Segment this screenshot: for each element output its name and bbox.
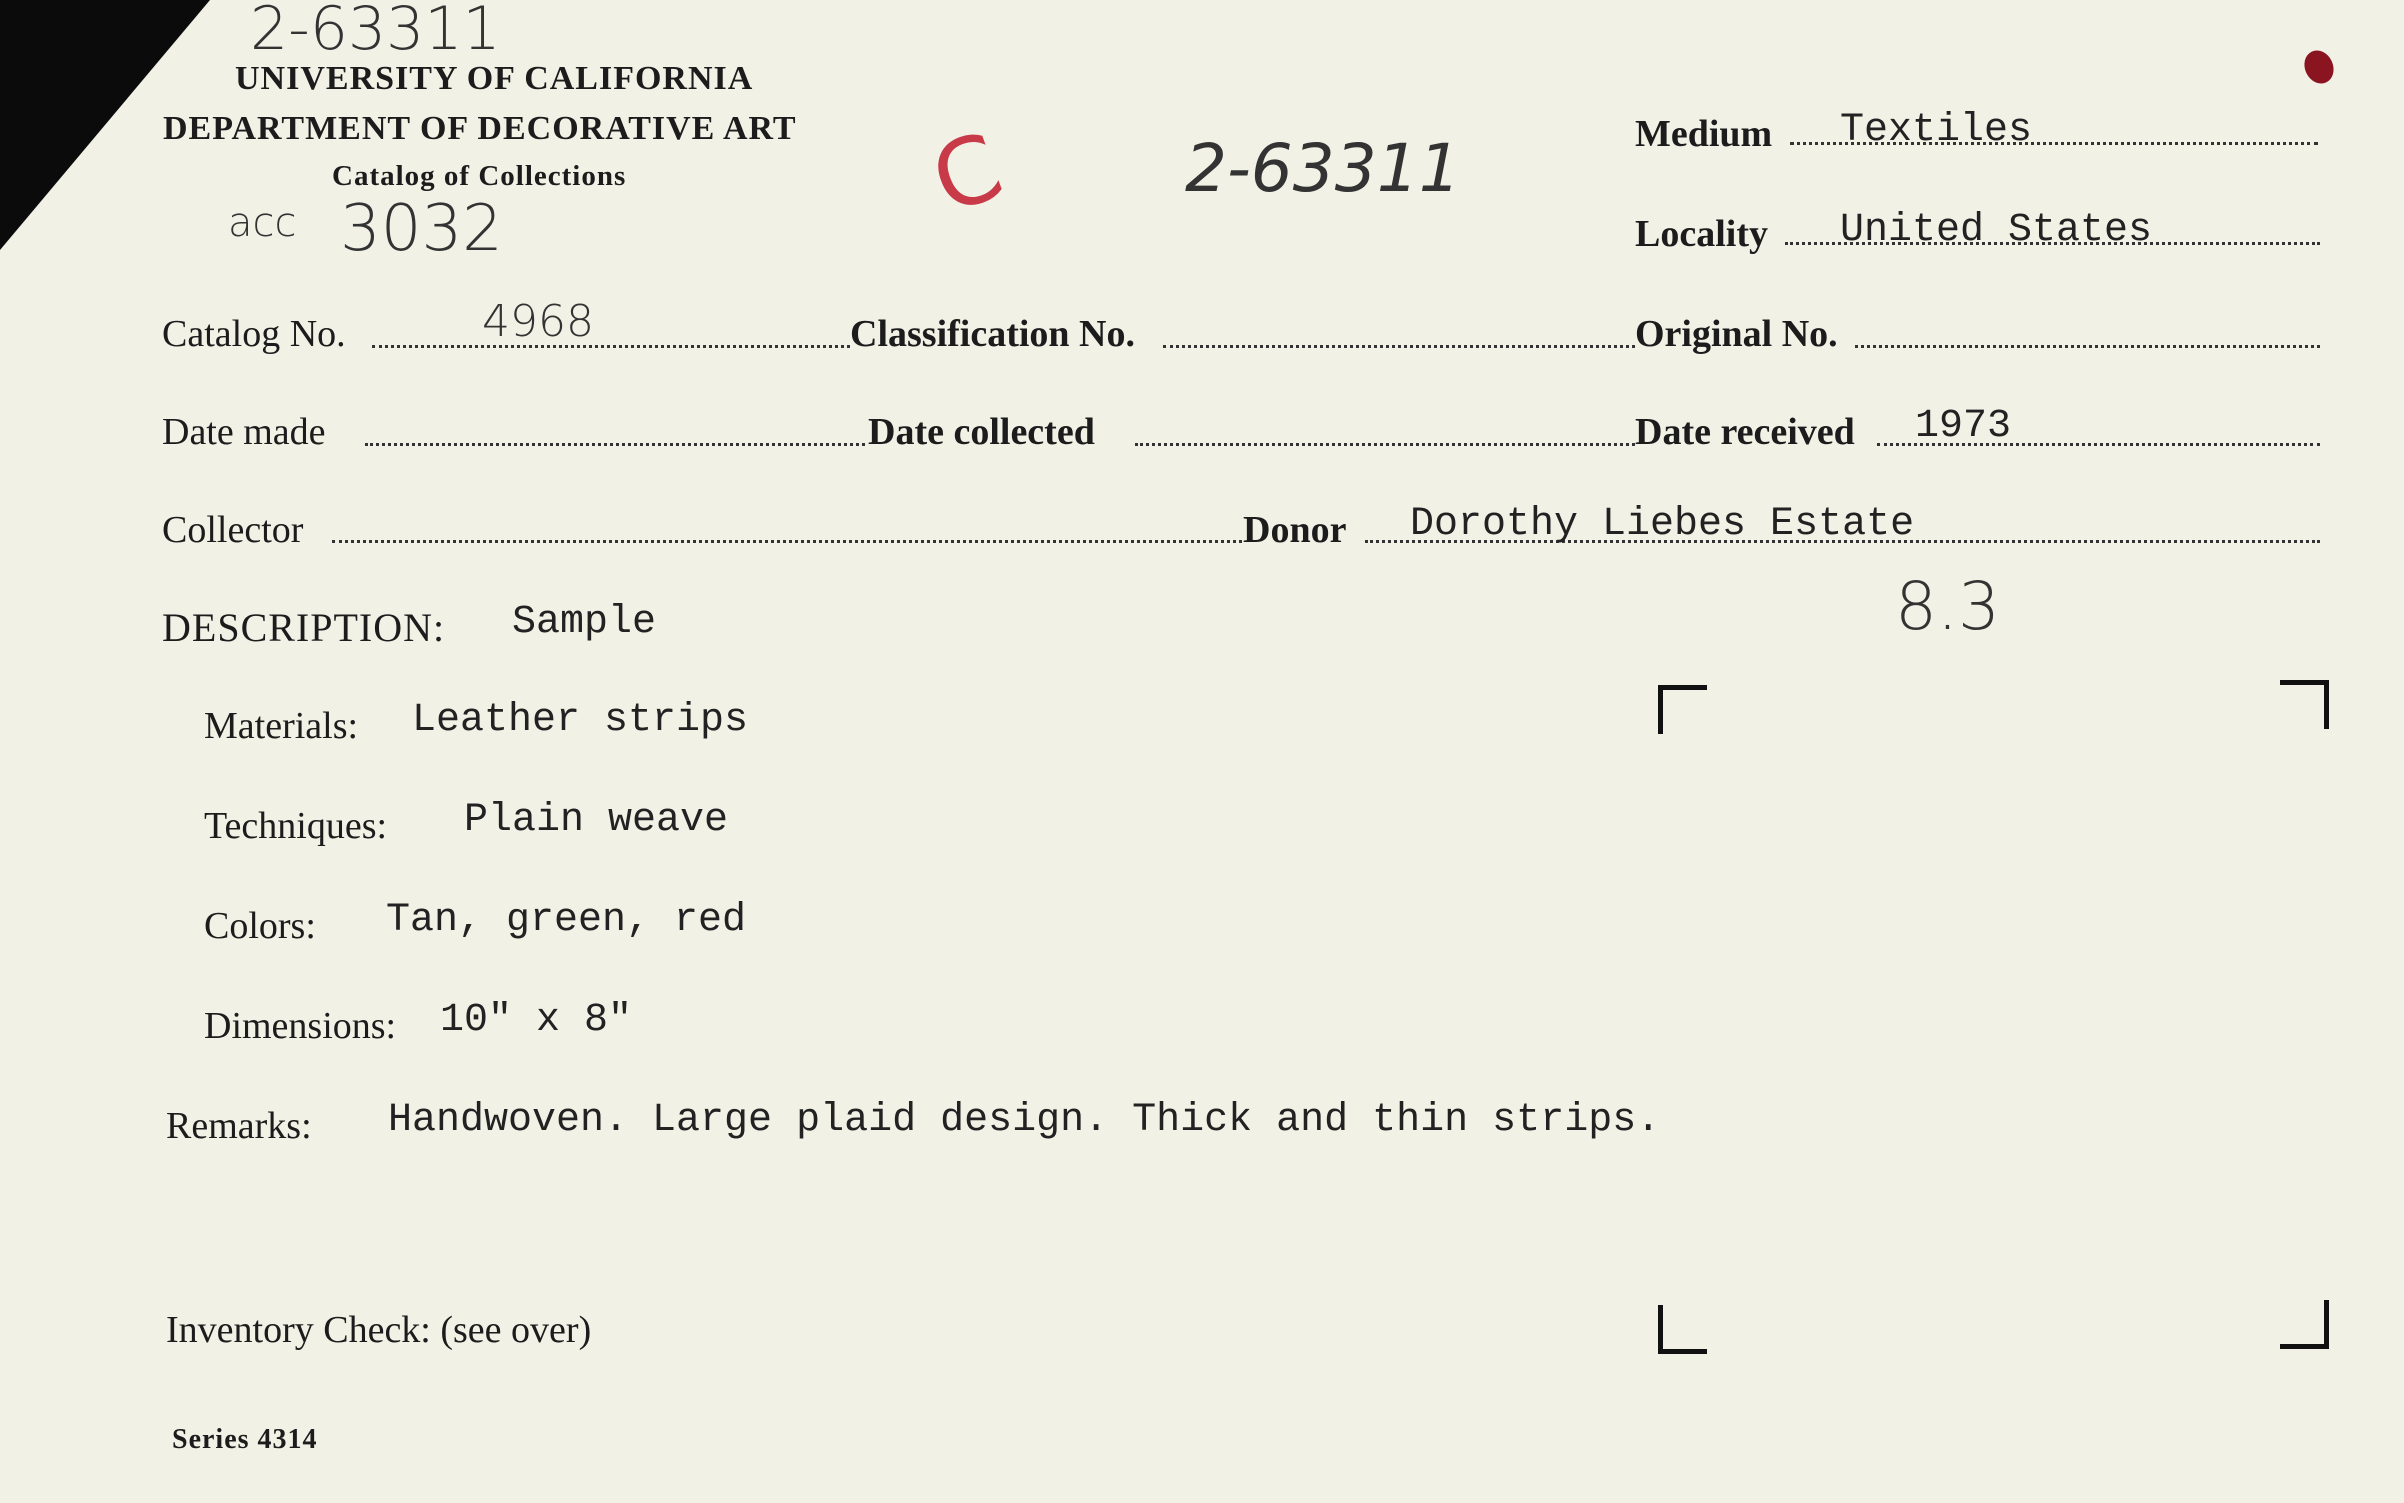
materials-label: Materials: bbox=[204, 705, 359, 747]
date-received-label: Date received bbox=[1635, 411, 1855, 453]
date-collected-label: Date collected bbox=[868, 411, 1095, 453]
bracket-top-right bbox=[2280, 680, 2329, 729]
description-label: DESCRIPTION: bbox=[162, 605, 446, 650]
classification-no-dots bbox=[1163, 345, 1635, 348]
catalog-subtitle: Catalog of Collections bbox=[332, 160, 627, 192]
medium-label: Medium bbox=[1635, 113, 1773, 155]
acc-prefix: acc bbox=[228, 200, 297, 246]
date-received-value: 1973 bbox=[1915, 404, 2012, 449]
donor-label: Donor bbox=[1243, 509, 1347, 551]
bracket-top-left bbox=[1658, 685, 1707, 734]
catalog-no-label: Catalog No. bbox=[162, 313, 346, 355]
date-collected-dots bbox=[1135, 443, 1635, 446]
remarks-label: Remarks: bbox=[166, 1105, 312, 1147]
medium-value: Textiles bbox=[1840, 108, 2033, 153]
bracket-bottom-left bbox=[1658, 1305, 1707, 1354]
bracket-bottom-right bbox=[2280, 1300, 2329, 1349]
classification-no-label: Classification No. bbox=[850, 313, 1135, 355]
handwritten-top-number: 2-63311 bbox=[250, 0, 501, 64]
side-handwritten-number: 8.3 bbox=[1895, 568, 2000, 645]
techniques-label: Techniques: bbox=[204, 805, 388, 847]
series-number: Series 4314 bbox=[172, 1424, 318, 1455]
dimensions-label: Dimensions: bbox=[204, 1005, 397, 1047]
center-handwritten-number: 2-63311 bbox=[1185, 130, 1461, 207]
colors-label: Colors: bbox=[204, 905, 316, 947]
red-check-mark: C bbox=[918, 112, 1016, 235]
inventory-check: Inventory Check: (see over) bbox=[166, 1309, 592, 1351]
collector-label: Collector bbox=[162, 509, 304, 551]
date-made-dots bbox=[365, 443, 865, 446]
red-dot bbox=[2299, 46, 2339, 89]
date-made-label: Date made bbox=[162, 411, 326, 453]
university-title: UNIVERSITY OF CALIFORNIA bbox=[235, 60, 754, 97]
materials-value: Leather strips bbox=[412, 698, 749, 743]
dimensions-value: 10" x 8" bbox=[440, 998, 633, 1043]
donor-value: Dorothy Liebes Estate bbox=[1410, 502, 1915, 547]
locality-label: Locality bbox=[1635, 213, 1768, 255]
description-value: Sample bbox=[512, 600, 657, 645]
remarks-value: Handwoven. Large plaid design. Thick and thin strips. bbox=[388, 1098, 1661, 1143]
department-title: DEPARTMENT OF DECORATIVE ART bbox=[163, 110, 797, 147]
original-no-label: Original No. bbox=[1635, 313, 1838, 355]
locality-value: United States bbox=[1840, 208, 2153, 253]
colors-value: Tan, green, red bbox=[386, 898, 747, 943]
catalog-no-dots bbox=[372, 345, 850, 348]
acc-number: 3032 bbox=[340, 192, 503, 266]
catalog-no-value: 4968 bbox=[482, 296, 594, 347]
original-no-dots bbox=[1855, 345, 2320, 348]
collector-dots bbox=[332, 540, 1242, 543]
techniques-value: Plain weave bbox=[464, 798, 729, 843]
